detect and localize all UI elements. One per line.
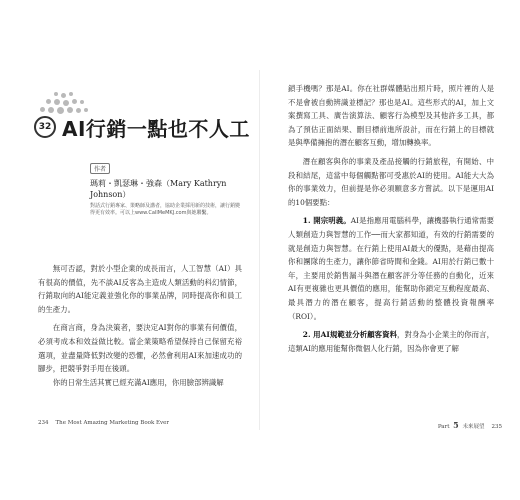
author-name: 瑪莉・凱瑟琳・強森（Mary Kathryn Johnson） bbox=[90, 179, 227, 199]
paragraph: 無可否認，對於小型企業的成長而言，人工智慧（AI）具有很高的價值，先不談AI反客為主造成人類活動的科幻情節，行銷取向的AI能定義並強化你的事業品牌，同時提高你和員工的生產力。 bbox=[38, 264, 242, 314]
chapter-title: AI行銷一點也不人工 bbox=[62, 117, 250, 141]
point-2-label: 2. 用AI規範並分析顧客資料 bbox=[302, 330, 398, 340]
paragraph: 潛在顧客與你的事業及產品接觸的行銷旅程，有開始、中段和結尾，這當中每個觸點都可受惠於AI的使用。AI能大大為你的事業效力，但前提是你必須願意多方嘗試。以下是運用AI的10個要點： bbox=[288, 156, 494, 207]
page-number: 234 bbox=[38, 420, 49, 426]
point-1-label: 1. 開宗明義。 bbox=[302, 216, 351, 226]
paragraph: 你的日常生活其實已經充滿AI應用，你用臉部辨識解 bbox=[52, 377, 224, 387]
point-1-text: AI是指應用電腦科學，讓機器執行通常需要人類創造力與智慧的工作──而大家都知道，有效的行銷需要的就是創造力與智慧。在行銷上使用AI最大的優點，是藉由提高你和團隊的生產力，讓你節省時間和金錢。AI用於行銷已數十年，主要用於銷售漏斗與潛在顧客評分等任務的自動化，近來AI有更複雜也更具價值的應用，能幫助你鎖定互動程度最高、最具潛力的潛在顧客，提高行銷活動的整體投資報酬率（ROI）。 bbox=[288, 216, 494, 321]
left-page bbox=[0, 0, 256, 500]
page-number: 235 bbox=[491, 424, 502, 430]
chapter-number-badge: 32 bbox=[34, 116, 56, 138]
author-tag: 作者 bbox=[90, 163, 110, 174]
book-title: The Most Amazing Marketing Book Ever bbox=[55, 420, 170, 426]
point-2 bbox=[288, 328, 494, 355]
right-body-text bbox=[288, 82, 494, 355]
right-page bbox=[264, 0, 520, 500]
left-footer bbox=[38, 420, 169, 426]
paragraph: 鎖手機嗎？那是AI。你在社群媒體貼出照片時，照片裡的人是不是會被自動辨識並標記？那也是AI。這些形式的AI，加上文案撰寫工具、廣告演算法、顧客行為模型及其他許多工具，都為了預估正面結果、刪目標前進所設計，而在行銷上的目標就是與準備擁抱的潛在顧客互動，增加轉換率。 bbox=[288, 84, 494, 148]
gutter bbox=[259, 70, 260, 430]
part-number: 5 bbox=[453, 420, 459, 430]
author-info bbox=[90, 156, 240, 217]
point-1 bbox=[288, 214, 494, 323]
part-title: 未來展望 bbox=[462, 424, 485, 430]
part-word: Part bbox=[437, 424, 450, 430]
point-2-text: ，對身為小企業主的你而言，這類AI的應用能幫你微個人化行銷，因為你會更了解 bbox=[288, 330, 494, 353]
right-footer bbox=[438, 420, 502, 430]
author-bio: 對話式行銷專家、策略師及講者，協助企業採用新的技術，讓行銷變得更有效率。可以上www.CallMeMKJ.com與她聯繫。 bbox=[90, 203, 241, 216]
paragraph: 在商言商，身為決策者，要決定AI對你的事業有何價值，必須考成本和效益做比較。當企業策略希望保持自己保留充裕選項，並盡量降低對改變的恐懼，必然會利用AI來加速成功的腳步，把競爭對手甩在後頭。 bbox=[38, 323, 242, 374]
left-body-text bbox=[38, 262, 242, 389]
